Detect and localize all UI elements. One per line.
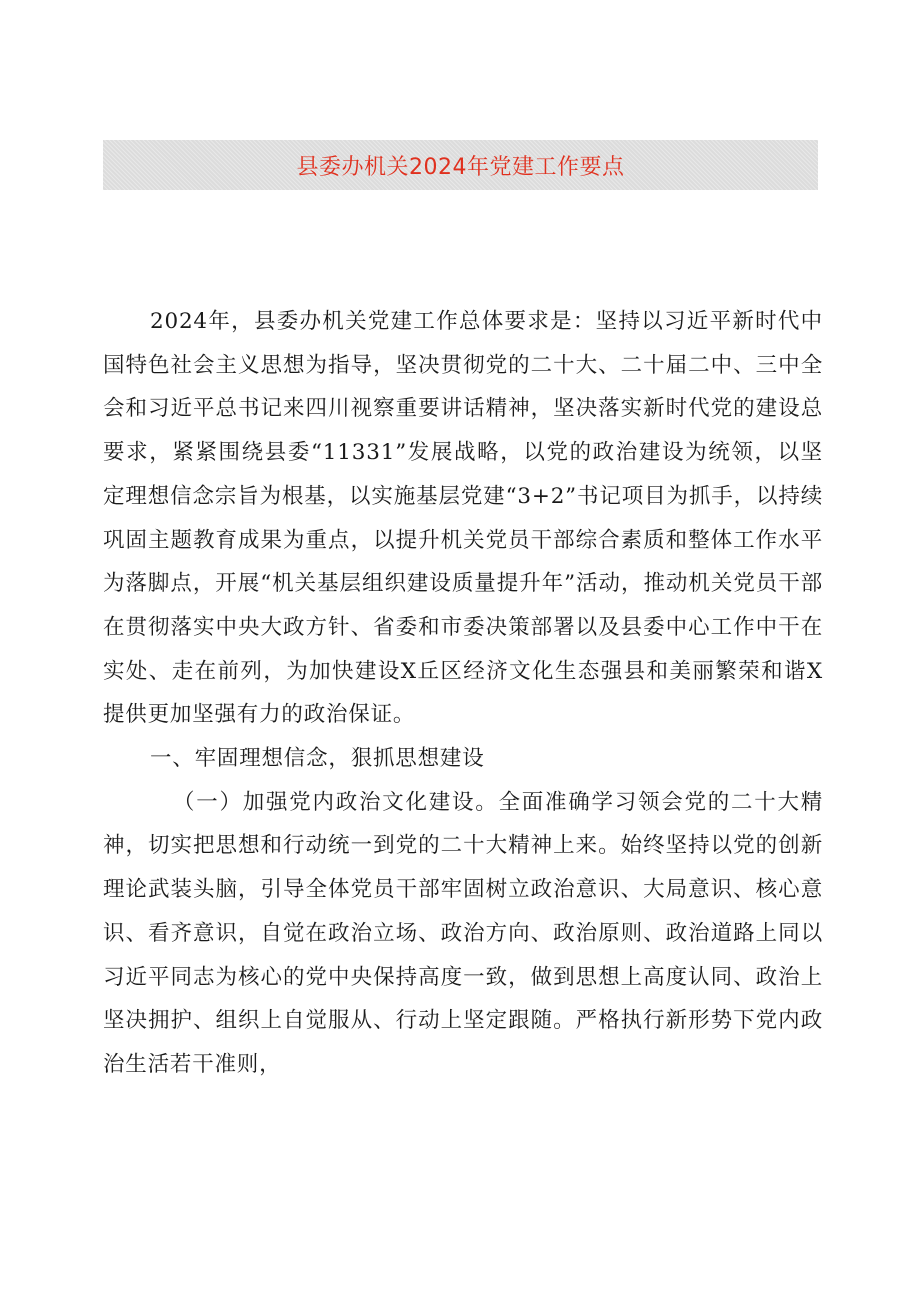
- intro-paragraph: 2024年，县委办机关党建工作总体要求是：坚持以习近平新时代中国特色社会主义思想为指导，坚决贯彻党的二十大、二十届二中、三中全会和习近平总书记来四川视察重要讲话精神，坚决落实新时代党的建设总要求，紧紧围绕县委“11331”发展战略，以党的政治建设为统领，以坚定理想信念宗旨为根基，以实施基层党建“3+2”书记项目为抓手，以持续巩固主题教育成果为重点，以提升机关党员干部综合素质和整体工作水平为落脚点，开展“机关基层组织建设质量提升年”活动，推动机关党员干部在贯彻落实中央大政方针、省委和市委决策部署以及县委中心工作中干在实处、走在前列，为加快建设X丘区经济文化生态强县和美丽繁荣和谐X提供更加坚强有力的政治保证。: [103, 309, 823, 728]
- document-title: 县委办机关2024年党建工作要点: [296, 154, 625, 180]
- section-item-paragraph: （一）加强党内政治文化建设。全面准确学习领会党的二十大精神，切实把思想和行动统一到党的二十大精神上来。始终坚持以党的创新理论武装头脑，引导全体党员干部牢固树立政治意识、大局意识、核心意识、看齐意识，自觉在政治立场、政治方向、政治原则、政治道路上同以习近平同志为核心的党中央保持高度一致，做到思想上高度认同、政治上坚决拥护、组织上自觉服从、行动上坚定跟随。严格执行新形势下党内政治生活若干准则，: [103, 789, 823, 1077]
- document-body: [103, 300, 823, 1087]
- title-banner: [103, 140, 818, 190]
- section-heading: 一、牢固理想信念，狠抓思想建设: [150, 746, 485, 772]
